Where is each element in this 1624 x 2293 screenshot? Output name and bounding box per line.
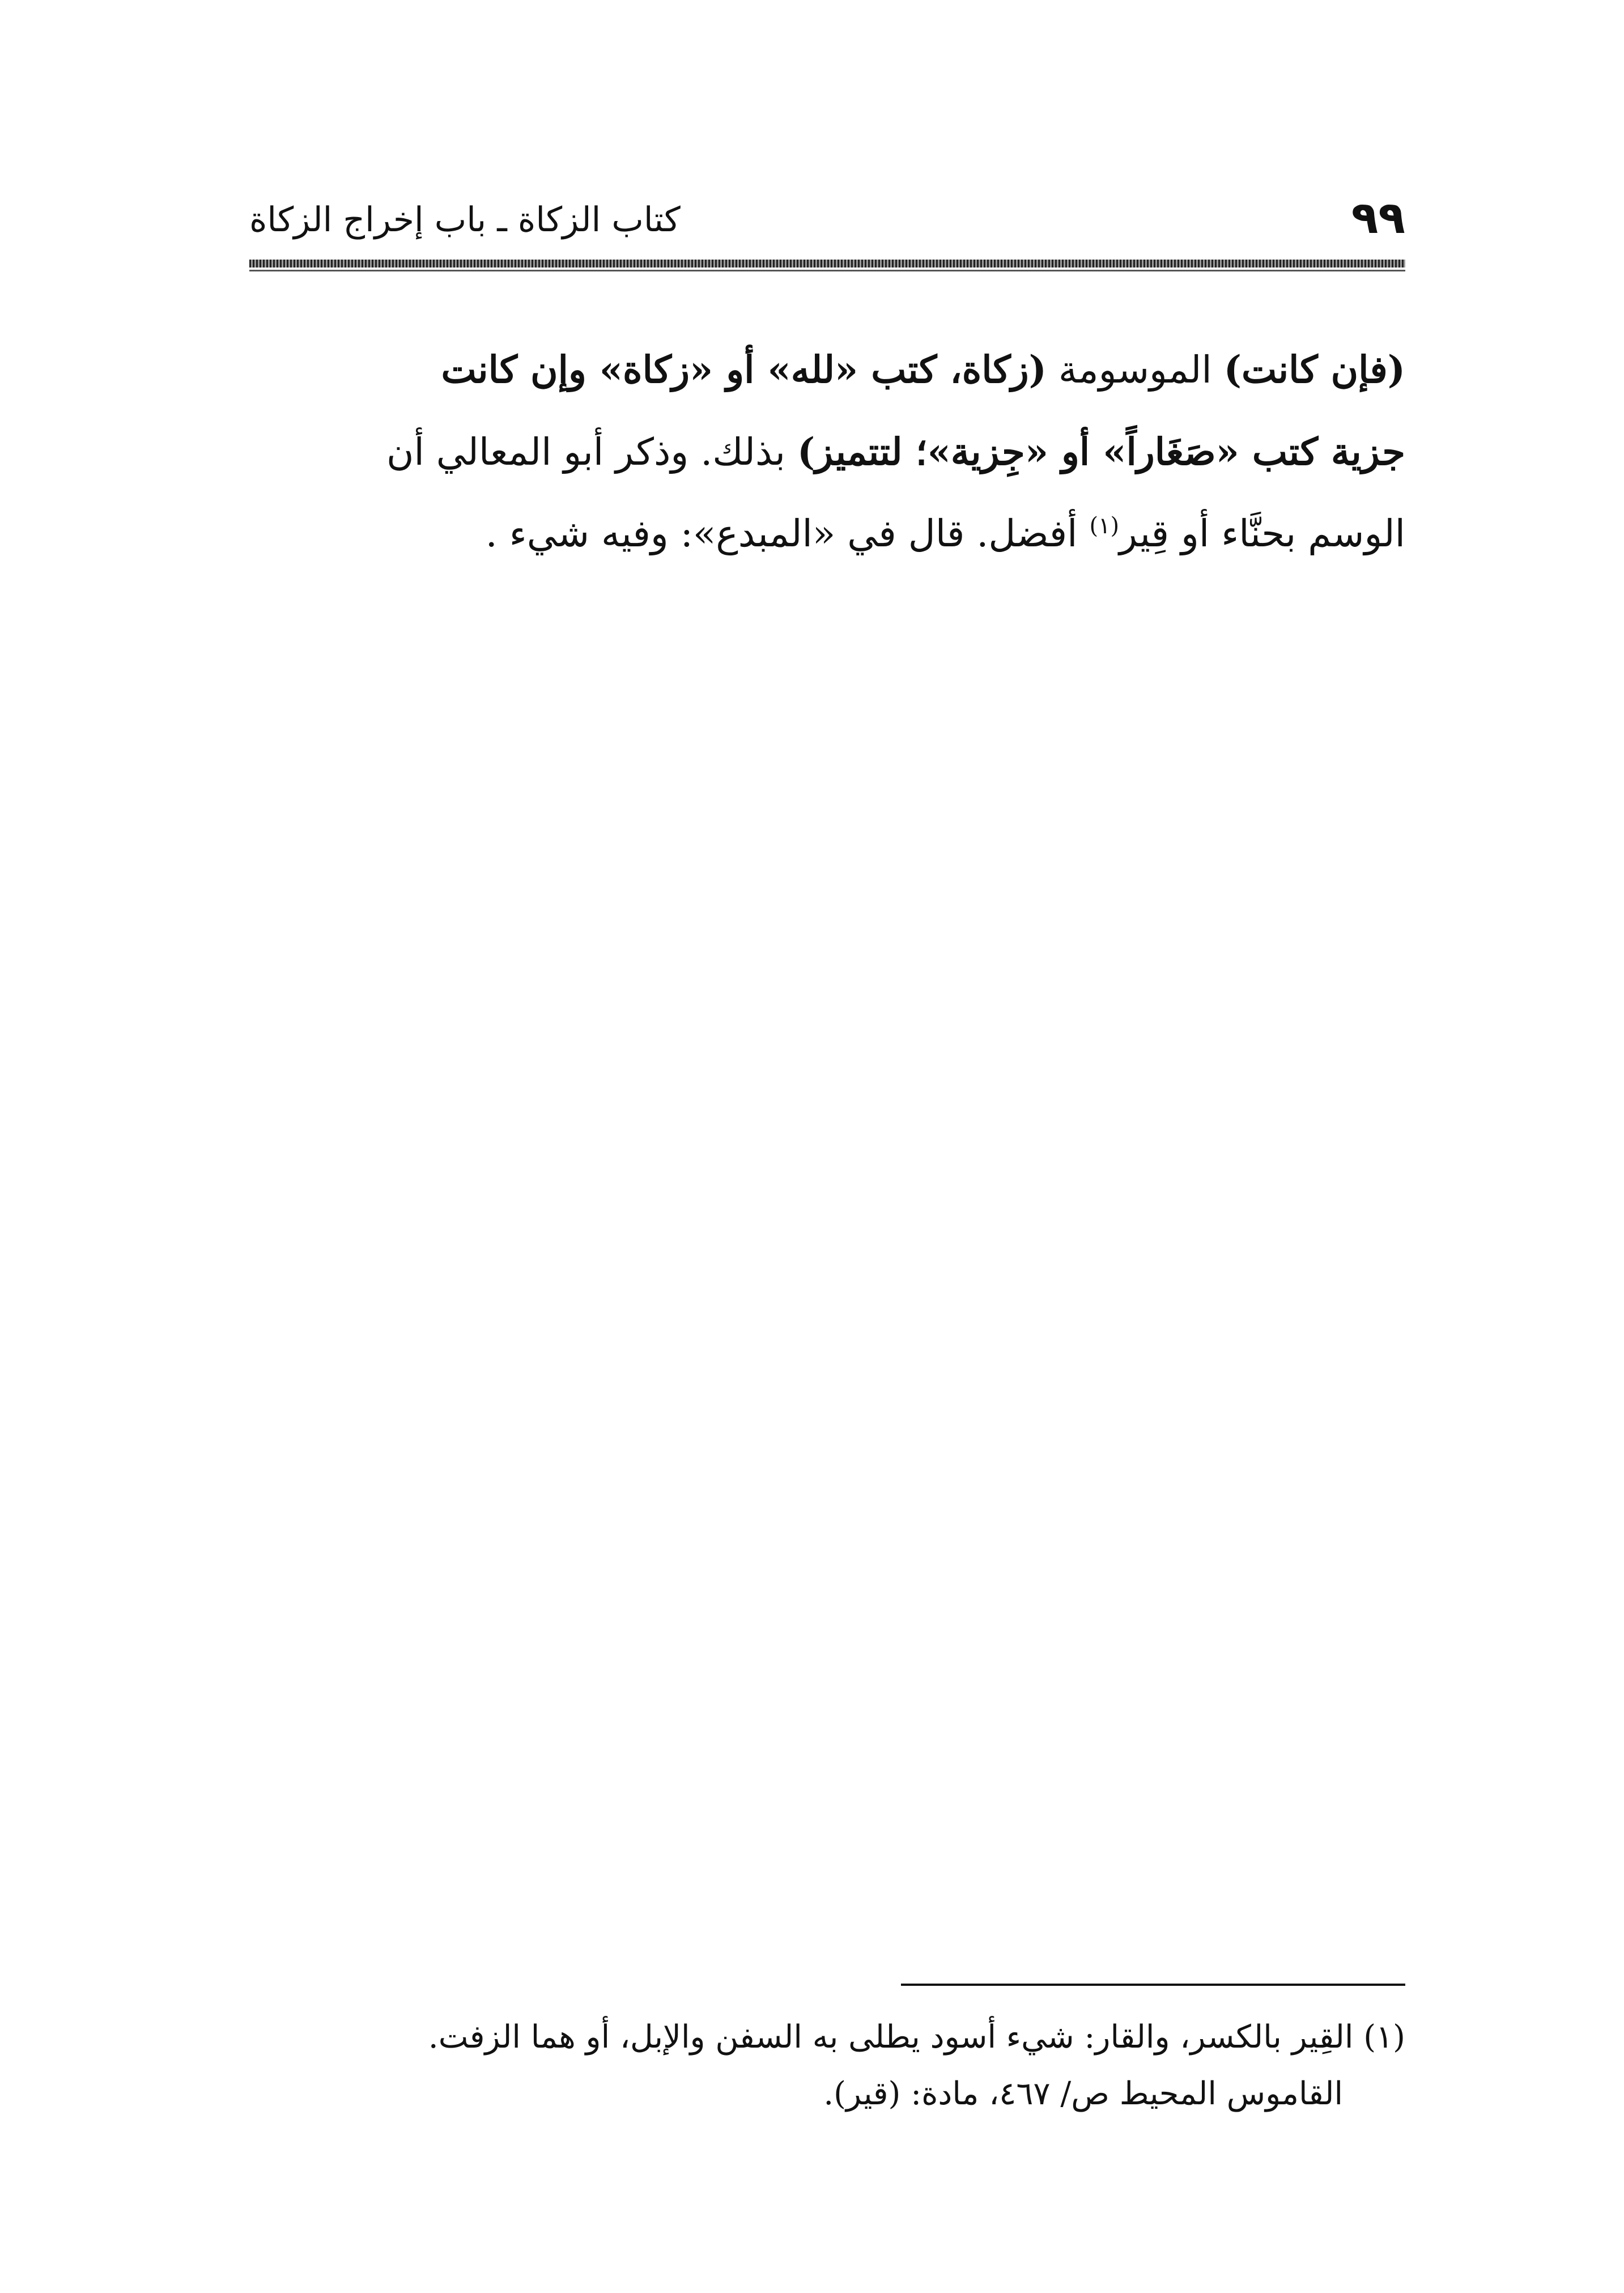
header-rule [249, 260, 1405, 267]
running-title: كتاب الزكاة ـ باب إخراج الزكاة [249, 200, 681, 240]
sharh-text: أفضل. قال في «المبدع»: وفيه شيء . [485, 512, 1090, 555]
sharh-text: الوسم بحنَّاء أو قِير [1119, 512, 1405, 555]
body-paragraph [249, 329, 1405, 575]
matn-text: (زكاة، كتب «لله» أو «زكاة» وإن كانت [441, 347, 1047, 392]
footnote-line-2: القاموس المحيط ص/ ٤٦٧، مادة: (قير). [823, 2075, 1343, 2112]
sharh-text: بذلك. وذكر أبو المعالي أن [386, 430, 797, 474]
page-number: ٩٩ [1351, 193, 1405, 244]
body-line-1 [249, 329, 1405, 411]
body-line-2 [249, 411, 1405, 493]
matn-text: (فإن كانت) [1223, 347, 1405, 392]
matn-text: جزية كتب «صَغَاراً» أو «جِزية»؛ لتتميز) [797, 430, 1405, 474]
footnote-separator [901, 1984, 1405, 1986]
header-rule-thin [249, 270, 1405, 271]
footnote-line-1: (١) القِير بالكسر، والقار: شيء أسود يطلى به السفن والإبل، أو هما الزفت. [428, 2019, 1405, 2056]
footnote-reference: (١) [1089, 513, 1120, 539]
sharh-text: الموسومة [1046, 348, 1224, 392]
body-line-3 [249, 493, 1405, 575]
page-header [249, 187, 1405, 249]
footnotes [249, 2009, 1405, 2122]
